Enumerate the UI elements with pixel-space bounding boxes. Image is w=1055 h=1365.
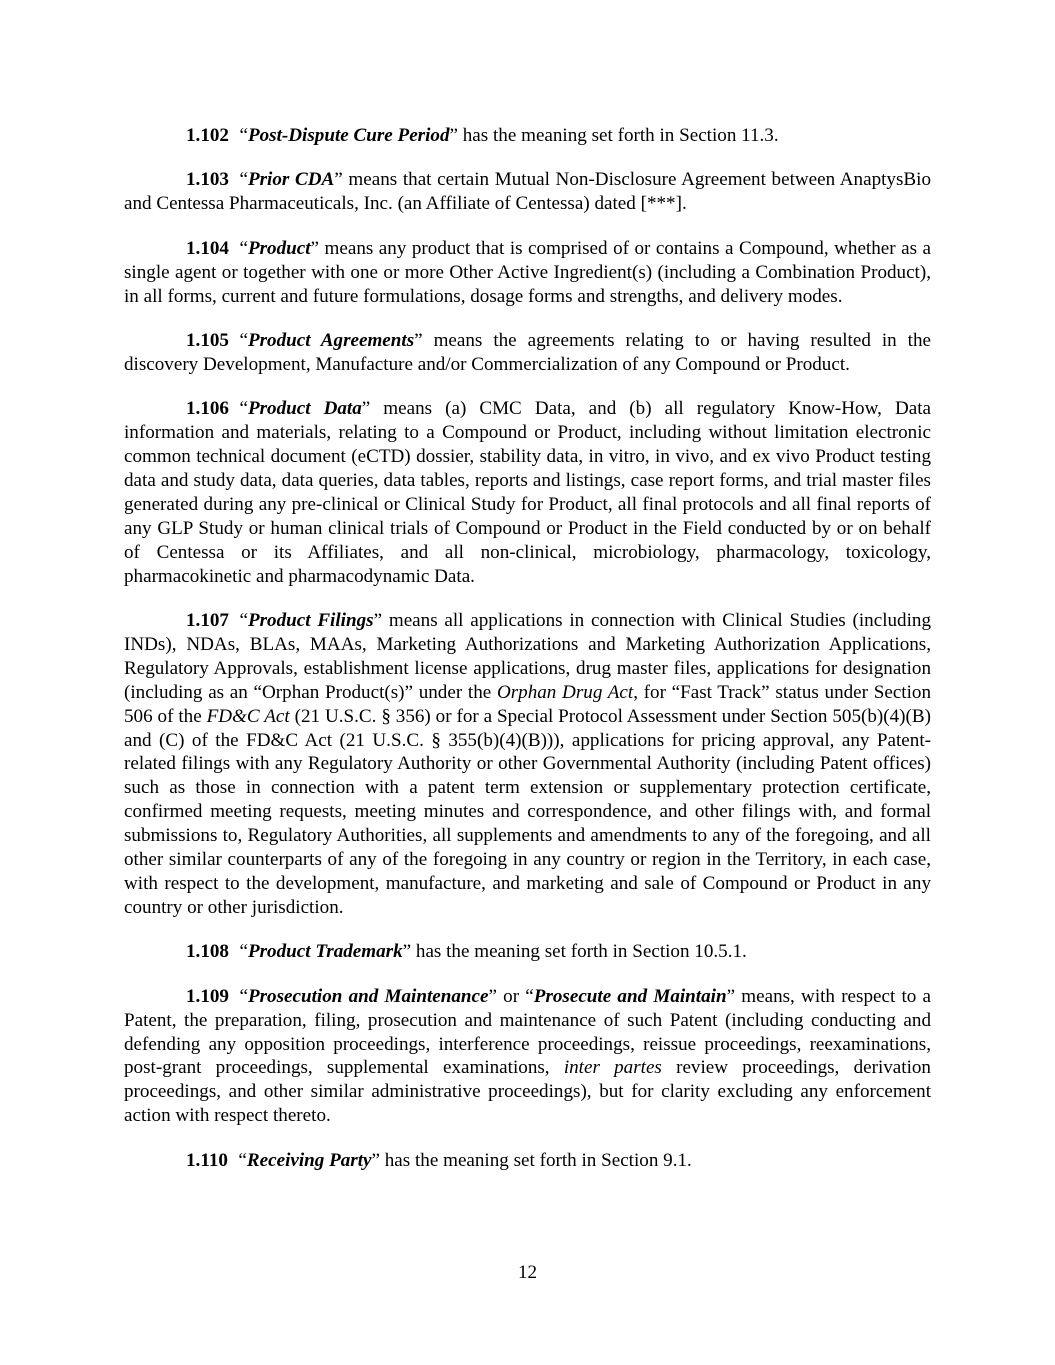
statute-name: FD&C Act <box>206 705 290 727</box>
defined-term: Post-Dispute Cure Period <box>247 125 450 146</box>
defined-term: Receiving Party <box>246 1149 372 1171</box>
defined-term: Product Filings <box>247 610 374 631</box>
section-number: 1.106 <box>186 398 229 420</box>
statute-name: Orphan Drug Act <box>496 681 634 703</box>
defined-term: Product Data <box>247 398 362 420</box>
definition-1-102: 1.102 “Post-Dispute Cure Period” has the meaning set forth in Section 11.3. <box>186 125 779 146</box>
section-number: 1.104 <box>186 237 229 259</box>
definition-1-106: 1.106 “Product Data” means (a) CMC Data, and (b) all regulatory Know-How, Data information and materials, relating to a Compound or Product, including without limitation electronic common technical document (eCTD) dossier, stability data, in vitro, in vivo, and ex vivo Product testing data and study data, data queries, data tables, reports and listings, case report forms, and trial master files generated during any pre-clinical or Clinical Study for Product, all final protocols and all final reports of any GLP Study or human clinical trials of Compound or Product in the Field conducted by or on behalf of Centessa or its Affiliates, and all non-clinical, microbiology, pharmacology, toxicology, pharmacokinetic and pharmacodynamic Data. <box>124 398 931 587</box>
definition-1-108: 1.108 “Product Trademark” has the meaning set forth in Section 10.5.1. <box>186 941 747 963</box>
defined-term: Product <box>247 237 311 259</box>
latin-phrase: inter partes <box>563 1057 662 1079</box>
section-number: 1.102 <box>186 125 229 146</box>
section-number: 1.108 <box>186 941 229 963</box>
definition-1-103: 1.103 “Prior CDA” means that certain Mutual Non-Disclosure Agreement between AnaptysBio and Centessa Pharmaceuticals, Inc. (an Affiliate of Centessa) dated [***]. <box>124 169 931 215</box>
defined-term: Product Trademark <box>247 941 403 963</box>
section-number: 1.103 <box>186 169 229 191</box>
defined-term: Prosecution and Maintenance <box>247 985 489 1007</box>
definition-1-107: 1.107 “Product Filings” means all applications in connection with Clinical Studies (including INDs), NDAs, BLAs, MAAs, Marketing Authorizations and Marketing Authorization Applications, Regulatory Approvals, establishment license applications, drug master files, applications for designation (including as an “Orphan Product(s)” under the Orphan Drug Act, for “Fast Track” status under Section 506 of the FD&C Act (21 U.S.C. § 356) or for a Special Protocol Assessment under Section 505(b)(4)(B) and (C) of the FD&C Act (21 U.S.C. § 355(b)(4)(B))), applications for pricing approval, any Patent-related filings with any Regulatory Authority or other Governmental Authority (including Patent offices) such as those in connection with a patent term extension or supplementary protection certificate, confirmed meeting requests, meeting minutes and correspondence, and other filings with, and formal submissions to, Regulatory Authorities, all supplements and amendments to any of the foregoing, and all other similar counterparts of any of the foregoing in any country or region in the Territory, in each case, with respect to the development, manufacture, and marketing and sale of Compound or Product in any country or other jurisdiction. <box>124 610 931 918</box>
defined-term: Prior CDA <box>247 169 335 191</box>
definition-1-109: 1.109 “Prosecution and Maintenance” or “Prosecute and Maintain” means, with respect to a Patent, the preparation, filing, prosecution and maintenance of such Patent (including conducting and defending any opposition proceedings, interference proceedings, reissue proceedings, reexaminations, post-grant proceedings, supplemental examinations, inter partes review proceedings, derivation proceedings, and other similar administrative proceedings), but for clarity excluding any enforcement action with respect thereto. <box>124 985 932 1127</box>
defined-term: Product Agreements <box>247 329 415 351</box>
section-number: 1.107 <box>186 610 229 631</box>
defined-term: Prosecute and Maintain <box>533 985 727 1007</box>
section-number: 1.109 <box>186 985 229 1007</box>
page-number: 12 <box>517 1262 538 1283</box>
definition-1-110: 1.110 “Receiving Party” has the meaning set forth in Section 9.1. <box>186 1149 692 1171</box>
section-number: 1.110 <box>186 1149 228 1171</box>
definition-1-105: 1.105 “Product Agreements” means the agreements relating to or having resulted in the discovery Development, Manufacture and/or Commercialization of any Compound or Product. <box>124 329 931 375</box>
definition-1-104: 1.104 “Product” means any product that is comprised of or contains a Compound, whether as a single agent or together with one or more Other Active Ingredient(s) (including a Combination Product), in all forms, current and future formulations, dosage forms and strengths, and delivery modes. <box>124 237 931 307</box>
section-number: 1.105 <box>186 329 229 351</box>
definitions-section <box>124 124 931 1193</box>
